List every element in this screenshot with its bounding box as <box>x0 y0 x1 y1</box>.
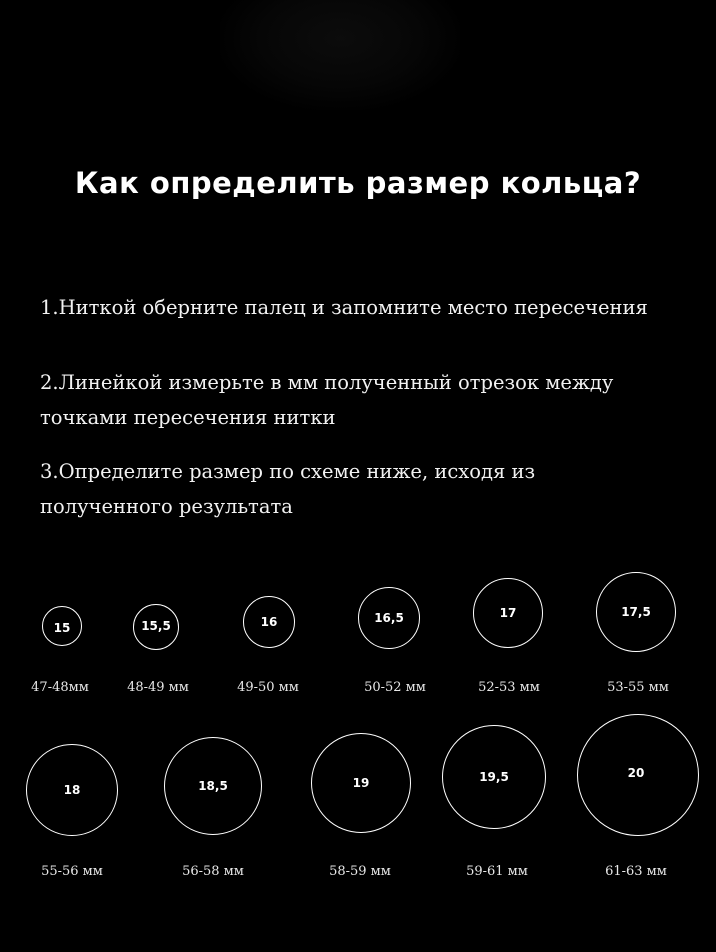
top-decorative-smudge <box>220 0 460 110</box>
page-title: Как определить размер кольца? <box>74 166 642 200</box>
ring-range-label: 56-58 мм <box>182 864 244 879</box>
ring-range-label: 50-52 мм <box>364 680 426 695</box>
ring-size-label: 18 <box>63 783 81 797</box>
step-1: 1.Ниткой оберните палец и запомните место пересечения <box>40 296 648 319</box>
ring-range-label: 61-63 мм <box>605 864 667 879</box>
step-2: 2.Линейкой измерьте в мм полученный отрезок между точками пересечения нитки <box>40 371 614 429</box>
step-3: 3.Определите размер по схеме ниже, исходя из полученного результата <box>40 460 536 518</box>
ring-size-label: 19 <box>352 776 370 790</box>
ring-size-label: 16 <box>260 615 278 629</box>
ring-range-label: 53-55 мм <box>607 680 669 695</box>
ring-range-label: 55-56 мм <box>41 864 103 879</box>
ring-size-label: 17,5 <box>621 605 651 619</box>
ring-range-label: 49-50 мм <box>237 680 299 695</box>
ring-size-label: 19,5 <box>479 770 509 784</box>
ring-size-label: 16,5 <box>374 611 404 625</box>
ring-range-label: 48-49 мм <box>127 680 189 695</box>
ring-size-label: 20 <box>627 766 645 780</box>
ring-size-label: 15 <box>53 621 71 635</box>
ring-size-label: 17 <box>499 606 517 620</box>
ring-size-label: 15,5 <box>141 619 171 633</box>
ring-range-label: 58-59 мм <box>329 864 391 879</box>
ring-size-label: 18,5 <box>198 779 228 793</box>
ring-range-label: 47-48мм <box>31 680 89 695</box>
ring-range-label: 59-61 мм <box>466 864 528 879</box>
ring-range-label: 52-53 мм <box>478 680 540 695</box>
